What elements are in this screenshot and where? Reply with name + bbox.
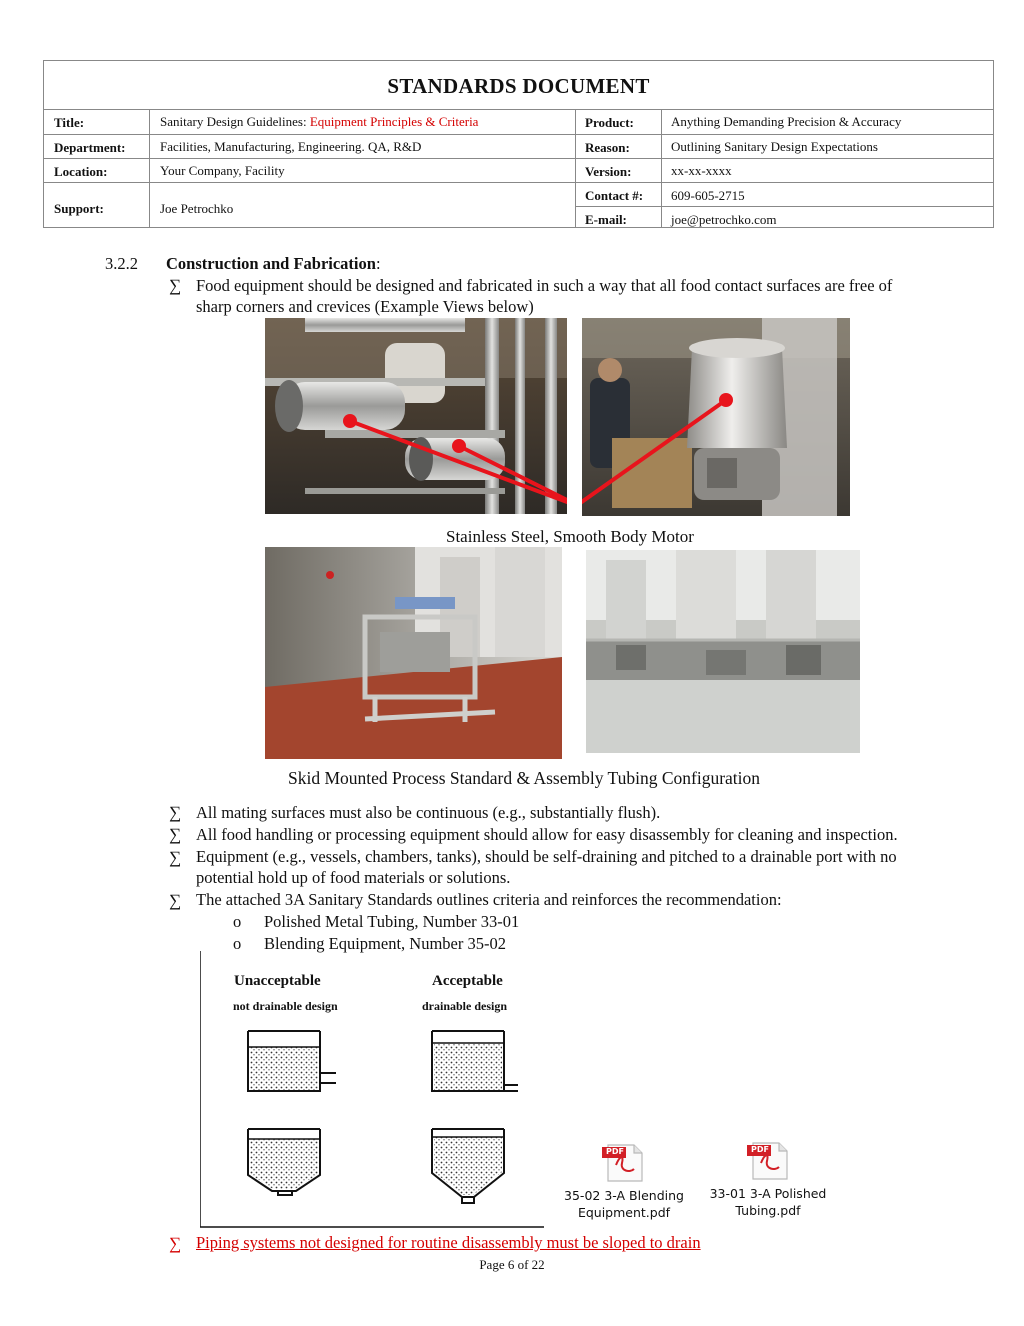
pdf-filename-line: Tubing.pdf xyxy=(735,1203,801,1218)
bullet-3a-standards: The attached 3A Sanitary Standards outlines criteria and reinforces the recommendation: xyxy=(196,890,782,909)
divider xyxy=(44,158,993,159)
bullet-disassembly: All food handling or processing equipment should allow for easy disassembly for cleaning and inspection. xyxy=(196,825,898,844)
caption-motor: Stainless Steel, Smooth Body Motor xyxy=(446,527,694,546)
sub-bullet-blending: Blending Equipment, Number 35-02 xyxy=(264,934,506,953)
section-heading-text: Construction and Fabrication xyxy=(166,254,376,273)
diagram-acceptable-title: Acceptable xyxy=(432,973,503,989)
pdf-badge-text: PDF xyxy=(606,1147,624,1156)
sub-bullet-icon: o xyxy=(233,912,242,931)
location-label: Location: xyxy=(54,164,108,179)
department-label: Department: xyxy=(54,140,126,155)
sub-bullet-icon: o xyxy=(233,934,242,953)
version-value: xx-xx-xxxx xyxy=(671,163,732,178)
section-number: 3.2.2 xyxy=(105,254,138,273)
diagram-acceptable-sub: drainable design xyxy=(422,999,508,1013)
photo-pump-motor xyxy=(265,318,567,514)
pdf-filename-line: 35-02 3-A Blending xyxy=(564,1188,684,1203)
intro-paragraph xyxy=(196,275,986,317)
sub-bullet-tubing: Polished Metal Tubing, Number 33-01 xyxy=(264,912,520,931)
document-title: STANDARDS DOCUMENT xyxy=(387,74,650,98)
divider xyxy=(149,109,150,227)
reason-label: Reason: xyxy=(585,140,630,155)
drainage-diagram-figure xyxy=(200,951,544,1228)
bullet-icon: ∑ xyxy=(169,276,182,295)
section-heading-colon: : xyxy=(375,254,381,273)
photo-vessel-motor xyxy=(582,318,850,516)
pdf-filename-line: 33-01 3-A Polished xyxy=(709,1186,827,1201)
bullet-icon: ∑ xyxy=(169,848,182,867)
bullet-self-draining xyxy=(196,846,897,888)
bullet-line: potential hold up of food materials or solutions. xyxy=(196,868,511,887)
product-value: Anything Demanding Precision & Accuracy xyxy=(671,114,902,129)
intro-line: Food equipment should be designed and fabricated in such a way that all food contact surfaces are free of xyxy=(196,276,893,295)
bullet-icon: ∑ xyxy=(169,891,182,910)
bullet-piping-sloped[interactable]: Piping systems not designed for routine disassembly must be sloped to drain xyxy=(196,1233,701,1252)
contact-value: 609-605-2715 xyxy=(671,188,745,203)
photo-skid-process xyxy=(265,547,562,759)
title-value-plain: Sanitary Design Guidelines: xyxy=(160,114,310,129)
divider xyxy=(44,182,993,183)
support-label: Support: xyxy=(54,201,104,216)
divider xyxy=(575,109,576,227)
reason-value: Outlining Sanitary Design Expectations xyxy=(671,139,878,154)
pdf-filename-line: Equipment.pdf xyxy=(577,1205,671,1220)
title-value xyxy=(160,114,478,130)
bullet-icon: ∑ xyxy=(169,1234,182,1253)
photo-process-floor xyxy=(586,550,860,753)
diagram-unacceptable-title: Unacceptable xyxy=(234,973,321,989)
divider xyxy=(44,109,993,110)
page-number: Page 6 of 22 xyxy=(479,1257,545,1272)
pdf-badge-text: PDF xyxy=(751,1145,769,1154)
bullet-icon: ∑ xyxy=(169,803,182,822)
caption-skid: Skid Mounted Process Standard & Assembly Tubing Configuration xyxy=(288,768,761,788)
intro-line: sharp corners and crevices (Example Views below) xyxy=(196,297,534,316)
section-heading xyxy=(166,253,381,274)
divider xyxy=(44,134,993,135)
support-value: Joe Petrochko xyxy=(160,201,234,216)
pdf-attachment-tubing[interactable] xyxy=(700,1185,836,1219)
title-label: Title: xyxy=(54,115,85,130)
product-label: Product: xyxy=(585,115,634,130)
pdf-attachment-icon[interactable] xyxy=(745,1141,791,1181)
contact-label: Contact #: xyxy=(585,188,644,203)
bullet-mating-surfaces: All mating surfaces must also be continuous (e.g., substantially flush). xyxy=(196,803,661,822)
email-value[interactable]: joe@petrochko.com xyxy=(671,212,777,227)
location-value: Your Company, Facility xyxy=(160,163,285,178)
pdf-attachment-blending[interactable] xyxy=(556,1187,692,1221)
diagram-unacceptable-sub: not drainable design xyxy=(233,999,338,1013)
divider xyxy=(575,206,993,207)
pdf-attachment-icon[interactable] xyxy=(600,1143,646,1183)
bullet-icon: ∑ xyxy=(169,825,182,844)
email-label: E-mail: xyxy=(585,212,627,227)
bullet-line: Equipment (e.g., vessels, chambers, tanks), should be self-draining and pitched to a drainable port with no xyxy=(196,847,897,866)
standards-header-table xyxy=(43,60,994,228)
divider xyxy=(661,109,662,227)
version-label: Version: xyxy=(585,164,632,179)
department-value: Facilities, Manufacturing, Engineering. QA, R&D xyxy=(160,139,422,154)
title-value-highlight: Equipment Principles & Criteria xyxy=(309,114,479,129)
drainage-diagram xyxy=(200,951,544,1228)
